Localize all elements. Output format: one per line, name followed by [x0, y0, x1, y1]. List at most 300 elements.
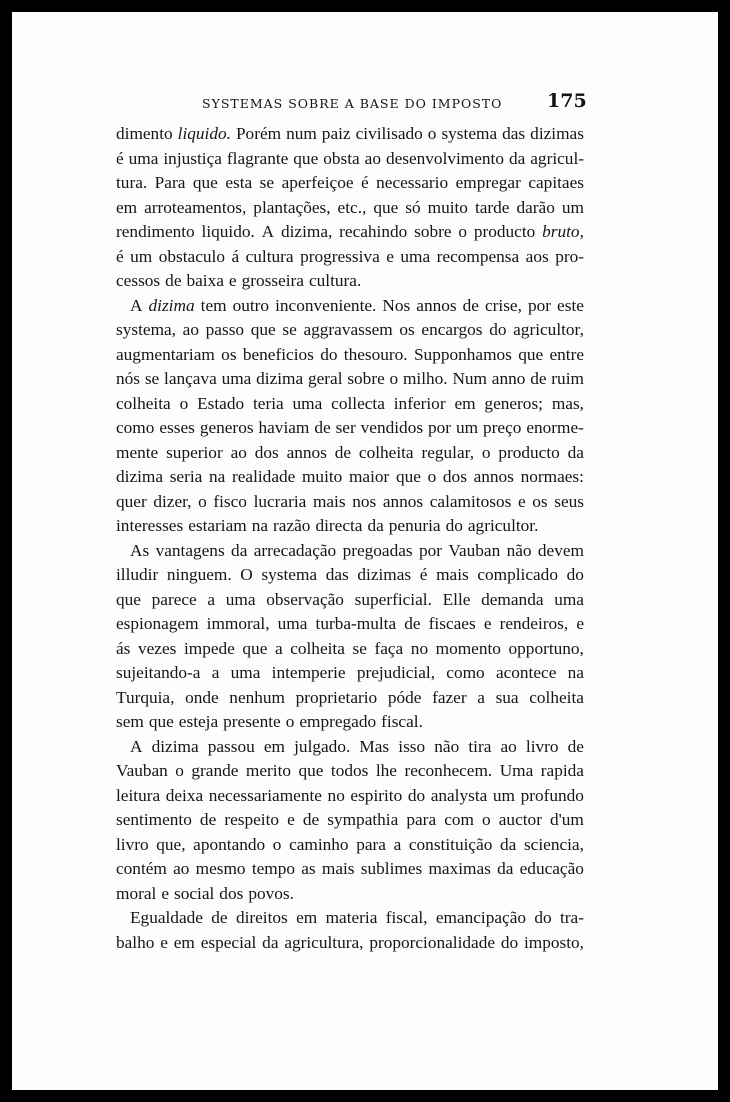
word: do	[445, 516, 463, 535]
word: povos.	[248, 883, 294, 903]
word: julgado.	[294, 736, 351, 756]
text-line	[116, 294, 584, 319]
word: obsta	[323, 148, 360, 168]
word: Estado	[197, 393, 245, 413]
word: dizimas	[530, 124, 584, 143]
word: colheita	[116, 393, 171, 413]
text-line	[116, 906, 584, 931]
word: estariam	[188, 516, 247, 535]
word: superior	[166, 442, 223, 462]
word: se	[259, 173, 275, 192]
word: thesouro.	[343, 344, 408, 364]
word: proporcionalidade	[369, 932, 496, 952]
word: opportuno,	[508, 638, 584, 658]
word: apontando	[193, 834, 266, 854]
word: lhe	[375, 761, 397, 780]
word: pregoadas	[342, 540, 413, 560]
word: seria	[169, 467, 203, 486]
word: na	[209, 467, 226, 486]
word: annos	[286, 442, 327, 462]
word: arrecadação	[253, 540, 337, 560]
word: a	[477, 687, 485, 707]
text-line	[116, 710, 584, 735]
word: da	[497, 859, 514, 878]
text-line	[116, 196, 584, 221]
word: e	[386, 246, 394, 266]
word: systema,	[116, 320, 176, 339]
word: ao	[500, 736, 517, 756]
text-line	[116, 318, 584, 343]
word: das	[502, 124, 526, 143]
word: balho	[116, 932, 155, 952]
word: sujeitando-a	[116, 663, 201, 682]
word: de	[314, 418, 331, 437]
word: não	[506, 540, 532, 560]
word: das	[325, 565, 349, 584]
word: systema	[261, 565, 318, 584]
word: e	[576, 614, 584, 633]
word: num	[286, 124, 317, 143]
word: Nos	[382, 295, 411, 315]
word: inferior	[393, 393, 446, 413]
word: do	[566, 565, 584, 584]
word: tura.	[116, 173, 148, 192]
word: fiscal.	[381, 712, 423, 731]
word: augmentariam	[116, 344, 215, 364]
word: que	[192, 173, 218, 192]
word: necessariamente	[208, 785, 322, 805]
word: e	[160, 932, 168, 952]
text-line	[116, 514, 584, 539]
word: vantagens	[155, 540, 225, 560]
page-header	[12, 92, 718, 116]
word: Mas	[359, 736, 390, 756]
word: sciencia,	[523, 834, 584, 854]
word: uma	[277, 614, 308, 633]
word: sublimes	[360, 859, 423, 878]
word: do	[500, 932, 519, 952]
word: o	[179, 393, 189, 413]
word: não	[434, 736, 460, 756]
word: agricul-	[530, 148, 584, 168]
word: é	[116, 246, 124, 266]
word: systema	[441, 124, 498, 143]
word: em	[263, 736, 286, 756]
word: milho.	[402, 369, 448, 388]
word: em	[296, 908, 318, 927]
word: só	[405, 197, 421, 217]
word: uma	[292, 393, 323, 413]
word: o	[198, 491, 207, 511]
word: que,	[156, 834, 186, 854]
word: generos	[199, 418, 254, 437]
word: em	[454, 393, 476, 413]
word: dizima	[148, 295, 195, 315]
word: no	[327, 785, 345, 805]
word: á	[231, 246, 240, 266]
text-line	[116, 784, 584, 809]
word: turba-multa	[315, 614, 397, 633]
word: necessario	[376, 173, 449, 192]
word: cultura	[245, 246, 294, 266]
word: que	[250, 320, 276, 339]
word: Num	[452, 369, 487, 388]
word: nos	[352, 491, 377, 511]
word: reconhecem.	[404, 761, 493, 780]
word: que	[298, 761, 324, 780]
word: a	[274, 638, 283, 658]
word: producto	[473, 222, 536, 241]
word: pro-	[555, 246, 584, 266]
word: de	[211, 908, 228, 927]
word: colheita	[529, 687, 584, 707]
text-line	[116, 808, 584, 833]
word: A	[130, 736, 143, 756]
word: emancipação	[435, 908, 527, 927]
text-line	[116, 220, 584, 245]
word: desenvolvimento	[385, 148, 505, 168]
word: As	[130, 540, 150, 560]
word: beneficios	[242, 344, 314, 364]
word: teria	[252, 393, 284, 413]
word: o	[482, 810, 491, 829]
word: complicado	[477, 565, 558, 584]
word: um	[561, 197, 584, 217]
word: anno	[491, 369, 526, 388]
word: muito	[427, 197, 468, 217]
word: os	[399, 320, 415, 339]
word: flagrante	[226, 148, 289, 168]
word: illudir	[116, 565, 159, 584]
word: muito	[301, 467, 343, 486]
word: baixa	[186, 271, 224, 290]
word: rapida	[540, 761, 584, 780]
word: um	[130, 246, 153, 266]
word: de	[199, 810, 217, 829]
word: como	[446, 663, 485, 682]
word: paiz	[321, 124, 351, 143]
word: A	[130, 295, 143, 315]
word: respeito	[224, 810, 280, 829]
word: na	[251, 516, 269, 535]
word: espirito	[350, 785, 403, 805]
word: mente	[116, 442, 159, 462]
word: momento	[435, 638, 501, 658]
word: annos	[473, 467, 514, 486]
word: sentimento	[116, 810, 192, 829]
word: isso	[398, 736, 426, 756]
word: leitura	[116, 785, 161, 805]
word: agricultor,	[513, 320, 584, 339]
word: uma	[230, 663, 261, 682]
word: liquido.	[201, 222, 255, 241]
word: e	[483, 614, 492, 633]
word: fisco	[213, 491, 247, 511]
word: mais	[312, 491, 346, 511]
text-line	[116, 931, 584, 956]
word: enorme-	[526, 418, 584, 437]
word: producto	[498, 442, 560, 462]
word: realidade	[231, 467, 296, 486]
word: auctor	[498, 810, 542, 829]
text-line	[116, 539, 584, 564]
word: que	[518, 344, 544, 364]
text-line	[116, 735, 584, 760]
word: se	[282, 320, 297, 339]
word: etc.,	[337, 197, 367, 217]
word: sobre	[414, 222, 452, 241]
word: empregar	[455, 173, 521, 192]
word: generos;	[484, 393, 543, 413]
word: dizer,	[153, 491, 192, 511]
word: o	[175, 761, 184, 780]
word: observação	[266, 589, 344, 609]
word: lucraria	[253, 491, 307, 511]
text-line	[116, 686, 584, 711]
word: colheita	[358, 442, 414, 462]
word: que	[373, 197, 399, 217]
text-line	[116, 612, 584, 637]
word: dizima,	[280, 222, 333, 241]
word: d'um	[550, 810, 584, 829]
word: livro	[525, 736, 559, 756]
word: uma	[128, 148, 159, 168]
word: ninguem.	[166, 565, 232, 584]
word: ruim	[551, 369, 584, 388]
word: impede	[183, 638, 235, 658]
text-line	[116, 882, 584, 907]
word: em	[173, 932, 195, 952]
word: cultura.	[308, 271, 362, 290]
word: mais	[436, 565, 469, 584]
word: na	[567, 663, 584, 682]
word: collecta	[331, 393, 385, 413]
word: mais	[321, 859, 355, 878]
word: razão	[273, 516, 311, 535]
word: superficial.	[354, 589, 432, 609]
word: faça	[374, 638, 404, 658]
word: dizima	[256, 369, 304, 388]
text-line	[116, 269, 584, 294]
word: materia	[325, 908, 378, 927]
text-line	[116, 759, 584, 784]
word: grosseira	[241, 271, 304, 290]
word: esses	[159, 418, 195, 437]
word: demanda	[481, 589, 544, 609]
word: geral	[307, 369, 343, 388]
word: sem	[116, 712, 144, 731]
word: sympathia	[327, 810, 399, 829]
word: é	[361, 173, 369, 192]
word: um	[455, 418, 479, 437]
word: as	[301, 859, 316, 878]
word: haviam	[258, 418, 310, 437]
word: crise,	[484, 295, 522, 315]
word: ao	[182, 320, 199, 339]
word: por	[418, 540, 443, 560]
word: o	[458, 222, 468, 241]
word: e	[517, 491, 526, 511]
word: um	[492, 785, 515, 805]
word: da	[367, 516, 384, 535]
word: sobre	[347, 369, 385, 388]
word: Turquia,	[116, 687, 175, 707]
word: dos	[442, 467, 467, 486]
word: de	[567, 736, 584, 756]
text-line	[116, 245, 584, 270]
word: o	[272, 834, 282, 854]
word: aperfeiçoe	[281, 173, 354, 192]
word: a	[393, 834, 402, 854]
word: annos	[416, 295, 457, 315]
word: especial	[200, 932, 257, 952]
word: é	[116, 148, 124, 168]
word: de	[302, 810, 320, 829]
word: o	[285, 712, 295, 731]
word: do	[489, 320, 507, 339]
word: com	[444, 810, 474, 829]
word: empregado	[299, 712, 377, 731]
word: acontece	[495, 663, 557, 682]
word: dizima	[151, 736, 199, 756]
word: tem	[200, 295, 227, 315]
word: bruto,	[542, 222, 584, 241]
word: Supponhamos	[413, 344, 512, 364]
word: ao	[173, 859, 190, 878]
word: Vauban	[448, 540, 501, 560]
word: civilisado	[355, 124, 423, 143]
word: fiscaes	[428, 614, 476, 633]
text-line	[116, 122, 584, 147]
word: lançava	[164, 369, 217, 388]
page-number: 175	[547, 90, 587, 112]
text-line	[116, 465, 584, 490]
word: para	[356, 834, 386, 854]
word: interesses	[116, 516, 184, 535]
word: nenhum	[229, 687, 285, 707]
word: espionagem	[116, 614, 199, 633]
word: Egualdade	[130, 908, 203, 927]
text-line	[116, 171, 584, 196]
word: profundo	[520, 785, 584, 805]
word: de	[462, 295, 479, 315]
word: Vauban	[116, 761, 168, 780]
word: os	[532, 491, 548, 511]
word: rendimento	[116, 222, 195, 241]
text-line	[116, 857, 584, 882]
word: a	[207, 589, 216, 609]
word: regular,	[421, 442, 475, 462]
word: o	[427, 467, 437, 486]
word: e	[287, 810, 295, 829]
word: social	[173, 883, 215, 903]
word: tra-	[560, 908, 584, 927]
word: o	[389, 369, 399, 388]
word: O	[240, 565, 253, 584]
word: Elle	[442, 589, 471, 609]
word: maior	[348, 467, 390, 486]
text-line	[116, 833, 584, 858]
word: o	[481, 442, 491, 462]
word: presente	[223, 712, 281, 731]
word: ás	[116, 638, 131, 658]
word: caminho	[289, 834, 349, 854]
word: moral	[116, 883, 157, 903]
word: merito	[245, 761, 292, 780]
word: mas,	[551, 393, 584, 413]
word: póde	[387, 687, 422, 707]
word: recahindo	[339, 222, 408, 241]
text-line	[116, 637, 584, 662]
word: vendidos	[360, 418, 424, 437]
word: uma	[554, 589, 584, 609]
word: e	[161, 883, 169, 903]
word: plantações,	[253, 197, 331, 217]
word: parece	[151, 589, 197, 609]
word: agricultor.	[467, 516, 539, 535]
word: outro	[232, 295, 270, 315]
word: é	[419, 565, 428, 584]
word: direitos	[235, 908, 288, 927]
word: immoral,	[206, 614, 270, 633]
word: Uma	[499, 761, 534, 780]
word: imposto,	[523, 932, 584, 952]
word: se	[352, 638, 367, 658]
word: tarde	[474, 197, 510, 217]
text-line	[116, 343, 584, 368]
word: progressiva	[300, 246, 380, 266]
text-line	[116, 367, 584, 392]
word: aggravassem	[303, 320, 393, 339]
word: passou	[207, 736, 255, 756]
word: da	[508, 148, 526, 168]
word: cessos	[116, 271, 161, 290]
word: contém	[116, 859, 167, 878]
word: esta	[225, 173, 253, 192]
word: annos	[382, 491, 424, 511]
word: em	[116, 197, 138, 217]
word: que	[395, 467, 421, 486]
word: seus	[554, 491, 584, 511]
word: fiscal,	[385, 908, 428, 927]
word: grande	[191, 761, 239, 780]
word: analysta	[430, 785, 488, 805]
text-line	[116, 147, 584, 172]
word: deixa	[165, 785, 204, 805]
word: no	[410, 638, 429, 658]
word: e	[228, 271, 237, 290]
word: fazer	[432, 687, 467, 707]
word: do	[534, 908, 552, 927]
word: este	[557, 295, 584, 315]
word: liquido.	[177, 124, 231, 143]
word: dos	[219, 883, 244, 903]
word: colheita	[290, 638, 345, 658]
word: A	[261, 222, 275, 241]
word: do	[320, 344, 338, 364]
word: por	[527, 295, 552, 315]
word: sua	[495, 687, 519, 707]
text-line	[116, 441, 584, 466]
word: agricultura,	[284, 932, 364, 952]
word: de	[404, 614, 421, 633]
word: que	[116, 589, 141, 609]
word: de	[530, 369, 547, 388]
word: tempo	[251, 859, 296, 878]
word: a	[211, 663, 220, 682]
word: recompensa	[436, 246, 520, 266]
word: livro	[116, 834, 149, 854]
